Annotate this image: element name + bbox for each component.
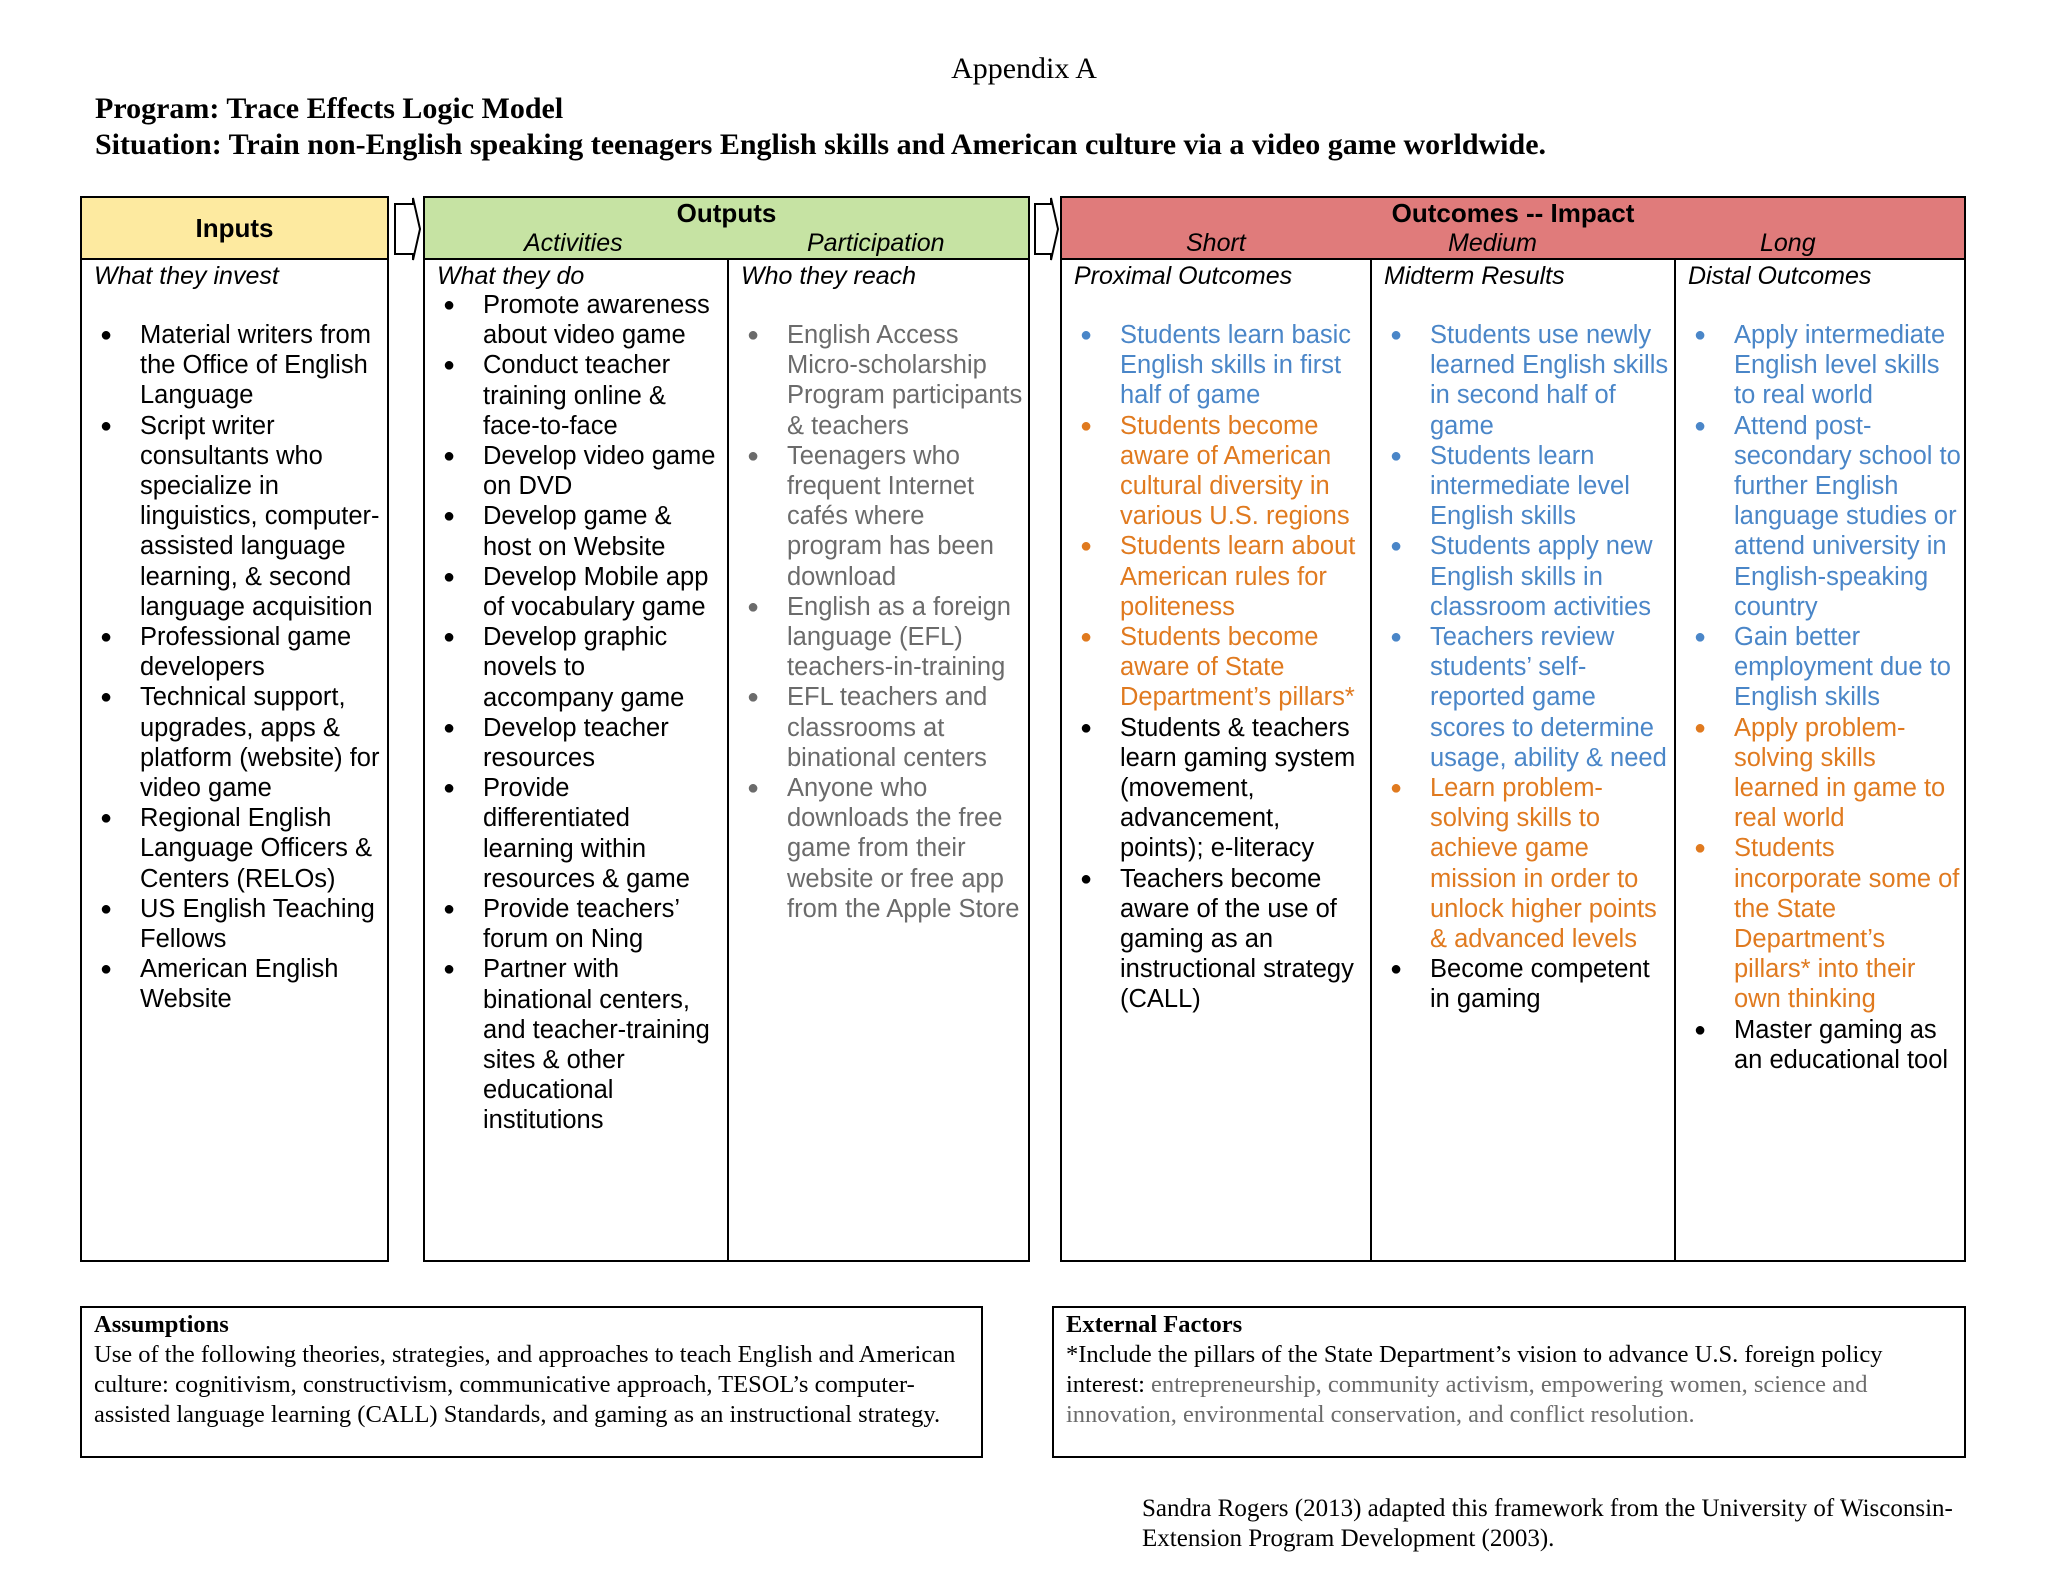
- short-list: [1062, 320, 1368, 1015]
- bullet-icon: ●: [1080, 867, 1093, 890]
- bullet-icon: ●: [443, 445, 456, 468]
- list-item: [1676, 411, 1964, 622]
- list-item-text: Develop game & host on Website: [483, 502, 672, 561]
- bullet-icon: ●: [100, 626, 113, 649]
- bullet-icon: ●: [443, 626, 456, 649]
- list-item: [1676, 1015, 1964, 1075]
- list-item: [1372, 441, 1670, 532]
- inputs-header: [82, 198, 387, 260]
- list-item-text: Material writers from the Office of English Language: [140, 321, 371, 410]
- list-item: [425, 622, 721, 713]
- outputs-box: [423, 196, 1030, 1262]
- participation-list: [729, 320, 1025, 924]
- outcomes-title: Outcomes -- Impact: [1391, 198, 1635, 228]
- list-item-text: Learn problem-solving skills to achieve game mission in order to unlock higher points & advanced levels: [1430, 774, 1657, 954]
- bullet-icon: ●: [1694, 626, 1707, 649]
- arrow-outputs-to-outcomes-icon: [1030, 196, 1060, 262]
- assumptions-title: Assumptions: [94, 1311, 229, 1338]
- program-title: Program: Trace Effects Logic Model: [95, 92, 564, 125]
- medium-label: Medium: [1448, 229, 1537, 257]
- participation-label: Participation: [807, 229, 945, 257]
- list-item: [82, 803, 382, 894]
- list-item-text: Students apply new English skills in classroom activities: [1430, 532, 1653, 621]
- bullet-icon: ●: [1390, 958, 1403, 981]
- assumptions-text: Use of the following theories, strategies, and approaches to teach English and American culture: cognitivism, constructivism, communicative approach, TESOL’s computer-assisted language learning (CALL) Standards, and gaming as an instructional strategy.: [94, 1341, 956, 1428]
- list-item-text: Become competent in gaming: [1430, 955, 1650, 1014]
- activities-label: Activities: [524, 229, 623, 257]
- bullet-icon: ●: [1390, 444, 1403, 467]
- long-label: Long: [1760, 229, 1816, 257]
- list-item: [425, 894, 721, 954]
- list-item: [425, 350, 721, 441]
- activities-column: [425, 260, 727, 1260]
- list-item-text: Students learn basic English skills in first half of game: [1120, 321, 1352, 410]
- bullet-icon: ●: [100, 686, 113, 709]
- short-column: [1062, 260, 1370, 1260]
- list-item: [82, 622, 382, 682]
- bullet-icon: ●: [747, 324, 760, 346]
- bullet-icon: ●: [1080, 626, 1093, 649]
- list-item-text: Anyone who downloads the free game from their website or free app from the Apple Store: [787, 774, 1020, 923]
- list-item-text: Students learn about American rules for politeness: [1120, 532, 1356, 621]
- list-item: [1062, 622, 1368, 713]
- list-item: [425, 954, 721, 1135]
- list-item-text: Gain better employment due to English skills: [1734, 623, 1951, 712]
- short-subtitle: Proximal Outcomes: [1074, 262, 1293, 290]
- participation-column: [727, 260, 1028, 1260]
- bullet-icon: ●: [1390, 535, 1403, 558]
- list-item: [82, 682, 382, 803]
- external-factors-text-main: *Include the pillars of the State Department’s vision to advance U.S. foreign policy interest:: [1066, 1341, 1883, 1398]
- list-item-text: Students incorporate some of the State Department’s pillars* into their own thinking: [1734, 834, 1960, 1014]
- bullet-icon: ●: [747, 686, 760, 709]
- medium-subtitle: Midterm Results: [1384, 262, 1565, 290]
- list-item: [1372, 320, 1670, 441]
- bullet-icon: ●: [1694, 837, 1707, 860]
- external-factors-text: [1066, 1340, 1952, 1430]
- list-item: [729, 682, 1025, 773]
- list-item-text: Students learn intermediate level English skills: [1430, 441, 1630, 531]
- bullet-icon: ●: [443, 898, 456, 921]
- list-item-text: Develop graphic novels to accompany game: [483, 623, 685, 712]
- long-list: [1676, 320, 1964, 1075]
- arrow-inputs-to-outputs-icon: [389, 196, 423, 262]
- bullet-icon: ●: [1694, 414, 1707, 437]
- list-item: [729, 592, 1025, 683]
- inputs-subtitle: What they invest: [94, 262, 279, 290]
- bullet-icon: ●: [1080, 716, 1093, 739]
- external-factors-pillars: entrepreneurship, community activism, empowering women, science and innovation, environmental conservation, and conflict resolution.: [1066, 1371, 1868, 1428]
- external-factors-title: External Factors: [1066, 1311, 1243, 1338]
- list-item-text: Provide teachers’ forum on Ning: [483, 895, 680, 954]
- list-item-text: Develop video game on DVD: [483, 442, 716, 501]
- inputs-list: [82, 320, 382, 1015]
- bullet-icon: ●: [100, 324, 113, 346]
- list-item-text: Technical support, upgrades, apps & platform (website) for video game: [140, 683, 380, 803]
- list-item-text: Students & teachers learn gaming system (movement, advancement, points); e-literacy: [1120, 713, 1356, 863]
- list-item-text: Master gaming as an educational tool: [1734, 1015, 1949, 1074]
- list-item-text: EFL teachers and classrooms at binational centers: [787, 683, 988, 772]
- list-item-text: English as a foreign language (EFL) teachers-in-training: [787, 592, 1011, 682]
- inputs-title: Inputs: [195, 213, 274, 243]
- activities-subtitle: What they do: [437, 262, 585, 290]
- list-item: [729, 441, 1025, 592]
- appendix-heading: Appendix A: [951, 52, 1097, 85]
- short-label: Short: [1186, 229, 1246, 257]
- bullet-icon: ●: [443, 958, 456, 981]
- list-item-text: Students become aware of State Department’s pillars*: [1120, 623, 1355, 712]
- list-item: [1062, 531, 1368, 622]
- bullet-icon: ●: [1694, 716, 1707, 739]
- bullet-icon: ●: [100, 414, 113, 437]
- list-item-text: Professional game developers: [140, 623, 352, 682]
- inputs-column: [82, 260, 387, 1260]
- situation-statement: Situation: Train non-English speaking teenagers English skills and American culture via a video game worldwide.: [95, 128, 1547, 161]
- long-subtitle: Distal Outcomes: [1688, 262, 1872, 290]
- medium-column: [1370, 260, 1674, 1260]
- bullet-icon: ●: [443, 354, 456, 377]
- bullet-icon: ●: [443, 777, 456, 800]
- outputs-header: [425, 198, 1028, 260]
- bullet-icon: ●: [1694, 1018, 1707, 1041]
- bullet-icon: ●: [1080, 414, 1093, 437]
- list-item: [1372, 773, 1670, 954]
- list-item: [425, 562, 721, 622]
- list-item-text: Attend post-secondary school to further English language studies or attend university in English-speaking country: [1734, 411, 1961, 621]
- list-item-text: Develop teacher resources: [483, 713, 669, 773]
- list-item: [1372, 531, 1670, 622]
- list-item: [82, 954, 382, 1014]
- list-item: [82, 411, 382, 622]
- list-item: [82, 320, 382, 411]
- outcomes-box: [1060, 196, 1966, 1262]
- bullet-icon: ●: [100, 958, 113, 981]
- bullet-icon: ●: [1694, 324, 1707, 346]
- list-item-text: Conduct teacher training online & face-to-face: [483, 351, 671, 440]
- list-item: [1062, 864, 1368, 1015]
- list-item-text: Teenagers who frequent Internet cafés where program has been download: [787, 441, 994, 591]
- list-item-text: Regional English Language Officers & Centers (RELOs): [140, 804, 373, 893]
- assumptions-box: [80, 1306, 983, 1458]
- credit-note: Sandra Rogers (2013) adapted this framework from the University of Wisconsin-Extension Program Development (2003).: [1142, 1495, 1953, 1552]
- list-item-text: Script writer consultants who specialize in linguistics, computer-assisted language learning, & second language acquisition: [140, 411, 380, 621]
- list-item-text: English Access Micro-scholarship Program participants & teachers: [787, 321, 1023, 440]
- bullet-icon: ●: [747, 595, 760, 618]
- list-item-text: Teachers review students’ self-reported game scores to determine usage, ability & need: [1430, 623, 1667, 772]
- external-factors-box: [1052, 1306, 1966, 1458]
- list-item-text: American English Website: [140, 955, 339, 1014]
- bullet-icon: ●: [443, 505, 456, 528]
- bullet-icon: ●: [747, 444, 760, 467]
- list-item-text: Apply intermediate English level skills to real world: [1734, 321, 1946, 410]
- list-item: [1676, 320, 1964, 411]
- list-item-text: Apply problem-solving skills learned in game to real world: [1734, 713, 1946, 833]
- bullet-icon: ●: [443, 565, 456, 588]
- list-item: [425, 290, 721, 350]
- list-item: [1372, 954, 1670, 1014]
- list-item-text: Promote awareness about video game: [483, 291, 710, 350]
- activities-list: [425, 290, 721, 1136]
- list-item: [82, 894, 382, 954]
- outcomes-header: [1062, 198, 1964, 260]
- list-item: [1676, 713, 1964, 834]
- list-item: [1372, 622, 1670, 773]
- list-item: [1062, 411, 1368, 532]
- participation-subtitle: Who they reach: [741, 262, 917, 290]
- bullet-icon: ●: [443, 294, 456, 316]
- long-column: [1674, 260, 1964, 1260]
- bullet-icon: ●: [1080, 535, 1093, 558]
- list-item: [729, 320, 1025, 441]
- list-item-text: Provide differentiated learning within resources & game: [483, 774, 690, 893]
- list-item: [1062, 713, 1368, 864]
- medium-list: [1372, 320, 1670, 1015]
- outputs-title: Outputs: [676, 198, 777, 228]
- list-item-text: Develop Mobile app of vocabulary game: [483, 562, 709, 622]
- inputs-box: [80, 196, 389, 1262]
- list-item: [729, 773, 1025, 924]
- list-item-text: Students use newly learned English skills in second half of game: [1430, 321, 1669, 440]
- list-item-text: Partner with binational centers, and teacher-training sites & other educational institutions: [483, 955, 710, 1135]
- list-item: [425, 713, 721, 773]
- bullet-icon: ●: [747, 777, 760, 800]
- bullet-icon: ●: [1390, 626, 1403, 649]
- list-item-text: Students become aware of American cultural diversity in various U.S. regions: [1120, 411, 1350, 531]
- list-item: [425, 773, 721, 894]
- bullet-icon: ●: [443, 716, 456, 739]
- bullet-icon: ●: [1390, 777, 1403, 800]
- bullet-icon: ●: [1390, 324, 1403, 346]
- list-item: [425, 501, 721, 561]
- list-item-text: Teachers become aware of the use of gaming as an instructional strategy (CALL): [1120, 864, 1354, 1014]
- bullet-icon: ●: [100, 897, 113, 920]
- list-item: [1676, 622, 1964, 713]
- list-item: [425, 441, 721, 501]
- list-item: [1676, 833, 1964, 1014]
- bullet-icon: ●: [1080, 324, 1093, 346]
- list-item-text: US English Teaching Fellows: [140, 894, 375, 954]
- list-item: [1062, 320, 1368, 411]
- bullet-icon: ●: [100, 807, 113, 830]
